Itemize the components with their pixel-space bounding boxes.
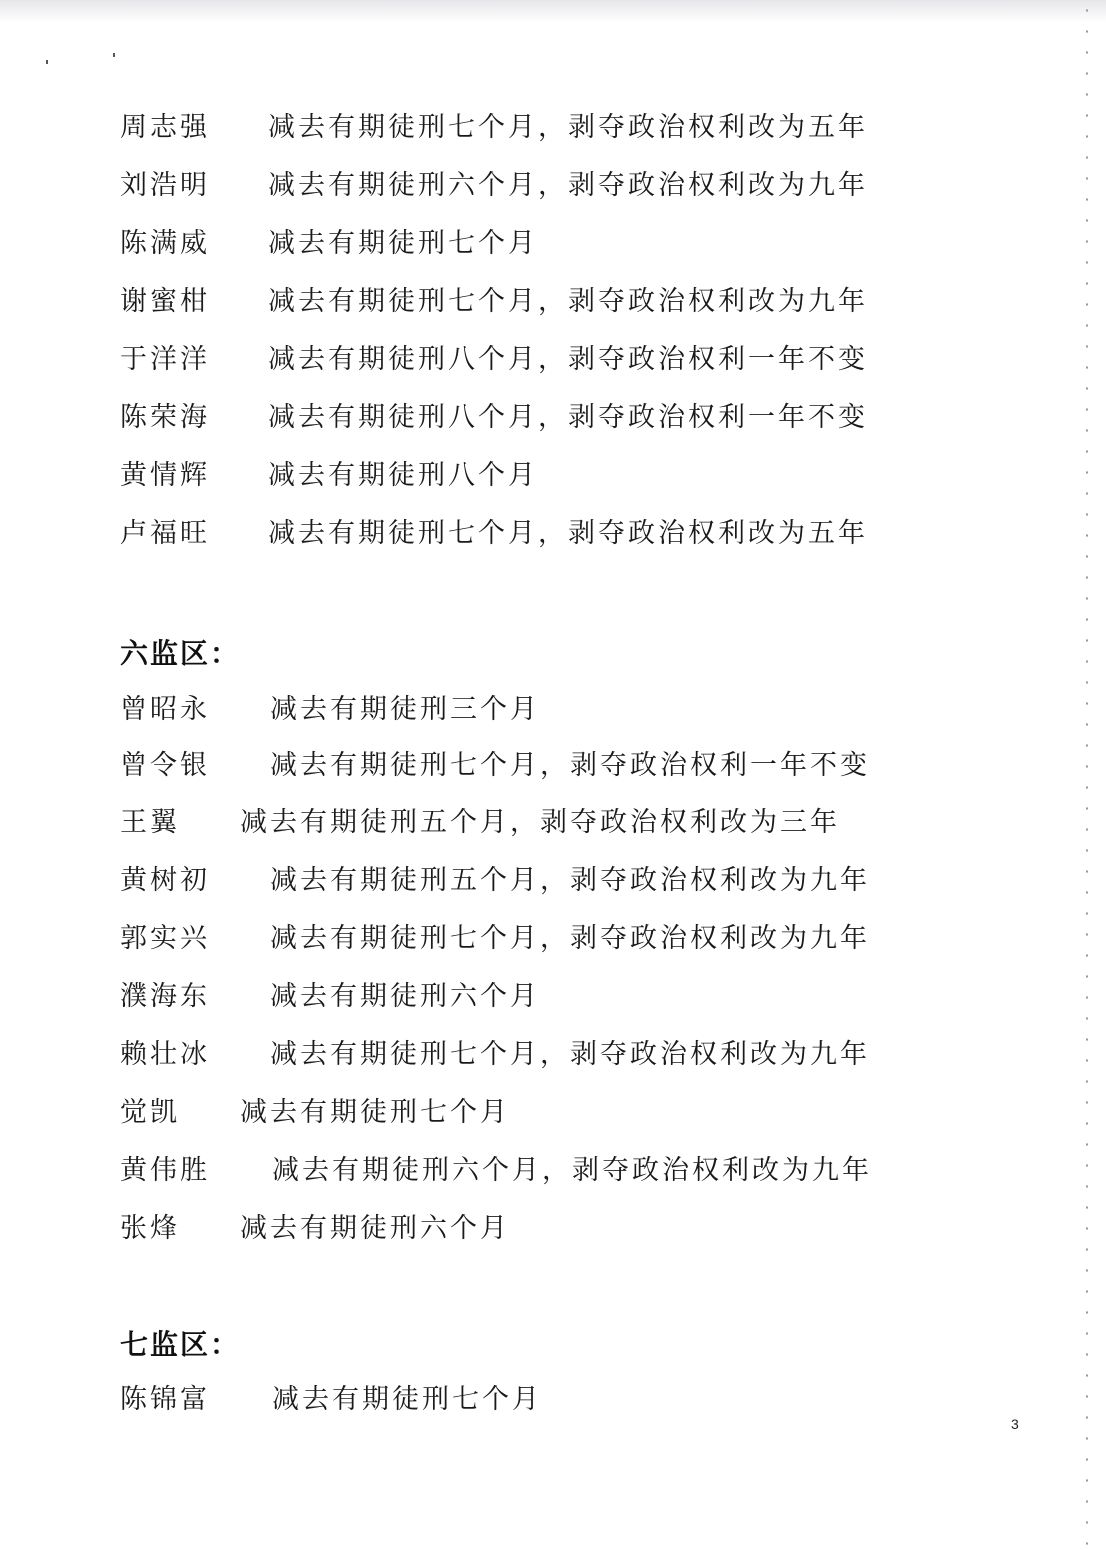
- inmate-name: 陈锦富: [120, 1384, 210, 1415]
- dotted-margin-line: [1086, 0, 1088, 1550]
- sentence-reduction: 减去有期徒刑三个月: [270, 694, 540, 725]
- inmate-name: 黄情辉: [120, 460, 210, 491]
- scan-speck: [46, 60, 48, 64]
- sentence-reduction: 减去有期徒刑七个月: [272, 1384, 542, 1415]
- inmate-name: 刘浩明: [120, 170, 210, 201]
- inmate-name: 王翼: [120, 807, 180, 838]
- sentence-reduction: 减去有期徒刑七个月，剥夺政治权利改为五年: [268, 112, 868, 143]
- sentence-reduction: 减去有期徒刑七个月，剥夺政治权利改为九年: [270, 923, 870, 954]
- section-heading: 六监区：: [120, 637, 241, 670]
- inmate-name: 卢福旺: [120, 518, 210, 549]
- sentence-reduction: 减去有期徒刑六个月: [270, 981, 540, 1012]
- inmate-name: 周志强: [120, 112, 210, 143]
- section-heading: 七监区：: [120, 1328, 241, 1361]
- inmate-name: 陈荣海: [120, 402, 210, 433]
- sentence-reduction: 减去有期徒刑六个月，剥夺政治权利改为九年: [268, 170, 868, 201]
- inmate-name: 陈满威: [120, 228, 210, 259]
- inmate-name: 郭实兴: [120, 923, 210, 954]
- sentence-reduction: 减去有期徒刑七个月，剥夺政治权利改为九年: [270, 1039, 870, 1070]
- sentence-reduction: 减去有期徒刑八个月，剥夺政治权利一年不变: [268, 402, 868, 433]
- inmate-name: 黄伟胜: [120, 1155, 210, 1186]
- sentence-reduction: 减去有期徒刑六个月，剥夺政治权利改为九年: [272, 1155, 872, 1186]
- sentence-reduction: 减去有期徒刑七个月，剥夺政治权利一年不变: [270, 750, 870, 781]
- inmate-name: 曾令银: [120, 750, 210, 781]
- sentence-reduction: 减去有期徒刑七个月，剥夺政治权利改为九年: [268, 286, 868, 317]
- page-number: 3: [1011, 1416, 1019, 1432]
- inmate-name: 于洋洋: [120, 344, 210, 375]
- scan-edge-shading: [0, 0, 1106, 22]
- inmate-name: 赖壮冰: [120, 1039, 210, 1070]
- sentence-reduction: 减去有期徒刑七个月: [240, 1097, 510, 1128]
- sentence-reduction: 减去有期徒刑八个月: [268, 460, 538, 491]
- scan-speck: [113, 53, 115, 57]
- sentence-reduction: 减去有期徒刑六个月: [240, 1213, 510, 1244]
- inmate-name: 濮海东: [120, 981, 210, 1012]
- sentence-reduction: 减去有期徒刑七个月，剥夺政治权利改为五年: [268, 518, 868, 549]
- inmate-name: 张烽: [120, 1213, 180, 1244]
- inmate-name: 觉凯: [120, 1097, 180, 1128]
- sentence-reduction: 减去有期徒刑八个月，剥夺政治权利一年不变: [268, 344, 868, 375]
- inmate-name: 曾昭永: [120, 694, 210, 725]
- sentence-reduction: 减去有期徒刑五个月，剥夺政治权利改为九年: [270, 865, 870, 896]
- sentence-reduction: 减去有期徒刑七个月: [268, 228, 538, 259]
- sentence-reduction: 减去有期徒刑五个月，剥夺政治权利改为三年: [240, 807, 840, 838]
- inmate-name: 谢蜜柑: [120, 286, 210, 317]
- inmate-name: 黄树初: [120, 865, 210, 896]
